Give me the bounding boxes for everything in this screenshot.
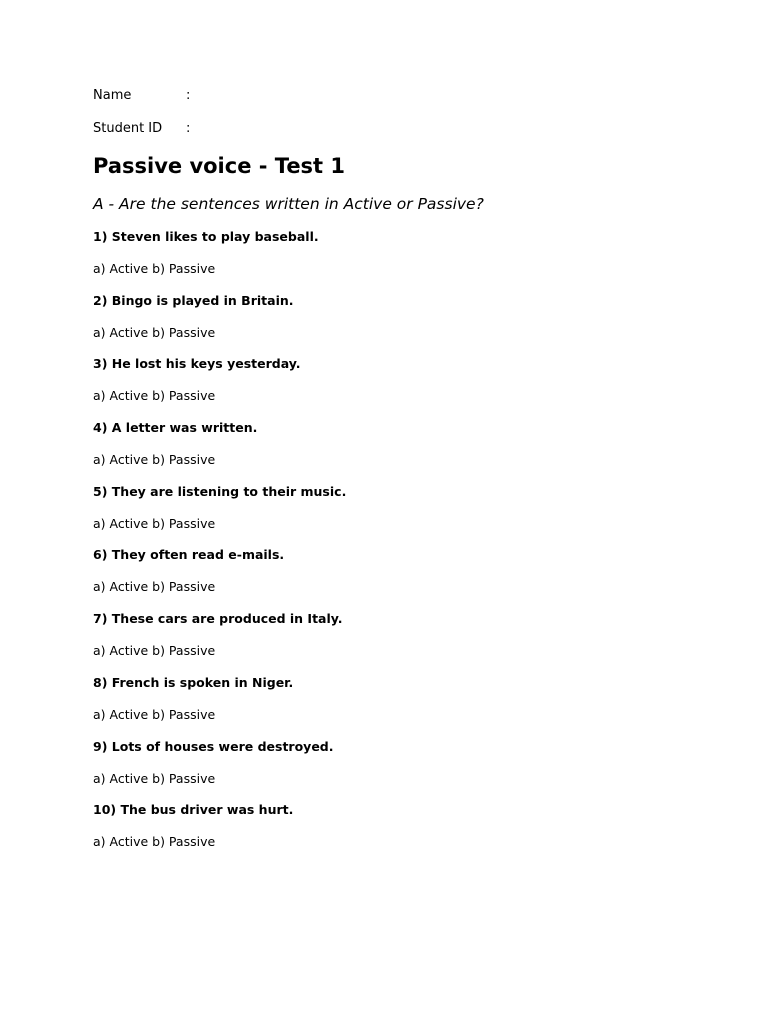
name-colon: :: [186, 88, 191, 103]
student-id-colon: :: [186, 121, 191, 136]
question-text: 4) A letter was written.: [93, 420, 258, 436]
answer-options: a) Active b) Passive: [93, 324, 216, 340]
question-text: 7) These cars are produced in Italy.: [93, 611, 343, 627]
answer-options: a) Active b) Passive: [93, 579, 216, 595]
question-text: 2) Bingo is played in Britain.: [93, 292, 294, 308]
answer-options: a) Active b) Passive: [93, 770, 216, 786]
question-text: 6) They often read e-mails.: [93, 547, 285, 563]
answer-options: a) Active b) Passive: [93, 706, 216, 722]
name-field: [93, 88, 190, 104]
student-id-label: Student ID: [93, 121, 163, 136]
question-text: 3) He lost his keys yesterday.: [93, 356, 301, 372]
question-text: 10) The bus driver was hurt.: [93, 802, 294, 818]
answer-options: a) Active b) Passive: [93, 261, 216, 276]
answer-options: a) Active b) Passive: [93, 834, 216, 850]
page-title: Passive voice - Test 1: [93, 154, 346, 178]
student-id-field: [93, 121, 190, 137]
answer-options: a) Active b) Passive: [93, 388, 216, 404]
answer-options: a) Active b) Passive: [93, 515, 216, 531]
question-text: 9) Lots of houses were destroyed.: [93, 738, 334, 754]
question-text: 8) French is spoken in Niger.: [93, 674, 294, 690]
question-text: 1) Steven likes to play baseball.: [93, 229, 319, 244]
answer-options: a) Active b) Passive: [93, 643, 216, 659]
answer-options: a) Active b) Passive: [93, 452, 216, 468]
question-text: 5) They are listening to their music.: [93, 483, 347, 499]
section-heading: A - Are the sentences written in Active or Passive?: [93, 195, 484, 213]
name-label: Name: [93, 88, 132, 103]
